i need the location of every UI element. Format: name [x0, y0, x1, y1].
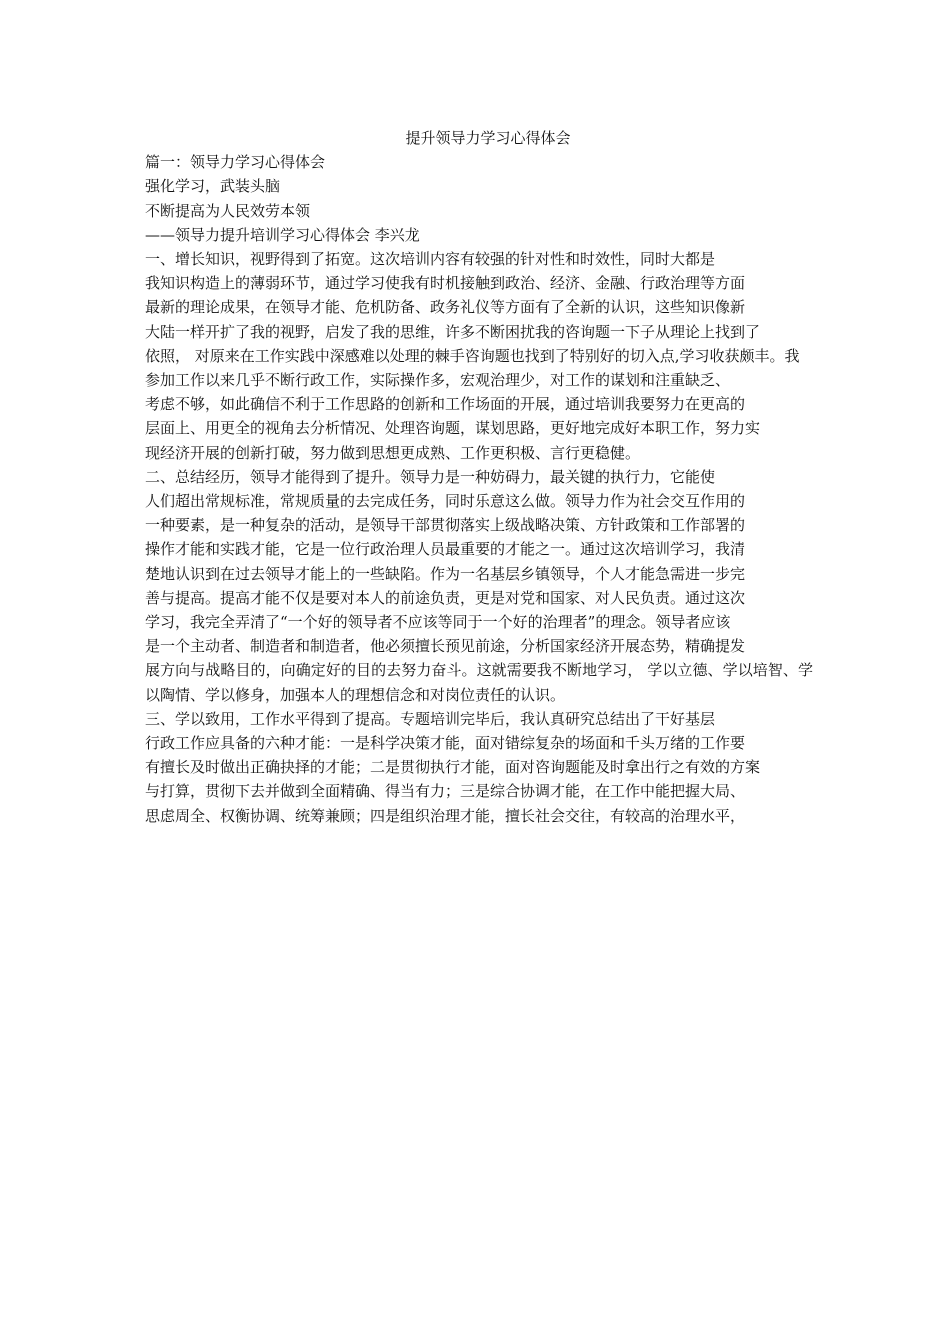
header-line-slogan-1: 强化学习，武装头脑: [145, 177, 281, 196]
body-paragraph: 行政工作应具备的六种才能：一是科学决策才能，面对错综复杂的场面和千头万绪的工作要: [145, 734, 746, 753]
document-page: [145, 126, 813, 828]
body-paragraph: 二、总结经历，领导才能得到了提升。领导力是一种妨碍力，最关键的执行力，它能使: [145, 467, 716, 486]
body-paragraph: 三、学以致用，工作水平得到了提高。专题培训完毕后，我认真研究总结出了干好基层: [145, 709, 716, 728]
body-paragraph: 思虑周全、权衡协调、统筹兼顾；四是组织治理才能，擅长社会交往，有较高的治理水平，: [145, 806, 746, 825]
body-paragraph: 参加工作以来几乎不断行政工作，实际操作多，宏观治理少，对工作的谋划和注重缺乏、: [145, 371, 731, 390]
body-paragraph: 现经济开展的创新打破，努力做到思想更成熟、工作更积极、言行更稳健。: [145, 443, 641, 462]
body-paragraph: 操作才能和实践才能，它是一位行政治理人员最重要的才能之一。通过这次培训学习，我清: [145, 540, 746, 559]
body-paragraph: 一种要素，是一种复杂的活动，是领导干部贯彻落实上级战略决策、方针政策和工作部署的: [145, 516, 746, 535]
body-paragraph: 善与提高。提高才能不仅是要对本人的前途负责，更是对党和国家、对人民负责。通过这次: [145, 588, 746, 607]
body-paragraph: 展方向与战略目的，向确定好的目的去努力奋斗。这就需要我不断地学习， 学以立德、学以培智、学以陶情、学以修身，加强本人的理想信念和对岗位责任的认识。: [145, 661, 813, 704]
body-paragraph: 人们超出常规标准，常规质量的去完成任务，同时乐意这么做。领导力作为社会交互作用的: [145, 492, 746, 511]
body-paragraph: 是一个主动者、制造者和制造者，他必须擅长预见前途，分析国家经济开展态势，精确提发: [145, 637, 746, 656]
body-paragraph: 大陆一样开扩了我的视野，启发了我的思维，许多不断困扰我的咨询题一下子从理论上找到了: [145, 322, 761, 341]
body-paragraph: 楚地认识到在过去领导才能上的一些缺陷。作为一名基层乡镇领导，个人才能急需进一步完: [145, 564, 746, 583]
body-paragraph: 学习，我完全弄清了“一个好的领导者不应该等同于一个好的治理者”的理念。领导者应该: [145, 613, 731, 632]
body-paragraph: 我知识构造上的薄弱环节，通过学习使我有时机接触到政治、经济、金融、行政治理等方面: [145, 274, 746, 293]
header-line-chapter: 篇一：领导力学习心得体会: [145, 153, 326, 172]
body-paragraph: 层面上、用更全的视角去分析情况、处理咨询题，谋划思路，更好地完成好本职工作，努力实: [145, 419, 761, 438]
body-paragraph: 最新的理论成果，在领导才能、危机防备、政务礼仪等方面有了全新的认识，这些知识像新: [145, 298, 746, 317]
body-paragraph: 有擅长及时做出正确抉择的才能；二是贯彻执行才能，面对咨询题能及时拿出行之有效的方案: [145, 758, 761, 777]
body-paragraph: 一、增长知识，视野得到了拓宽。这次培训内容有较强的针对性和时效性，同时大都是: [145, 250, 716, 269]
body-paragraph: 依照， 对原来在工作实践中深感难以处理的棘手咨询题也找到了特别好的切入点,学习收获颇丰。我: [145, 346, 800, 365]
header-line-byline: ——领导力提升培训学习心得体会 李兴龙: [145, 225, 420, 244]
document-title: 提升领导力学习心得体会: [405, 129, 571, 147]
body-paragraph: 与打算，贯彻下去并做到全面精确、得当有力；三是综合协调才能，在工作中能把握大局、: [145, 782, 746, 801]
header-line-slogan-2: 不断提高为人民效劳本领: [145, 201, 311, 220]
body-paragraph: 考虑不够，如此确信不利于工作思路的创新和工作场面的开展，通过培训我要努力在更高的: [145, 395, 746, 414]
